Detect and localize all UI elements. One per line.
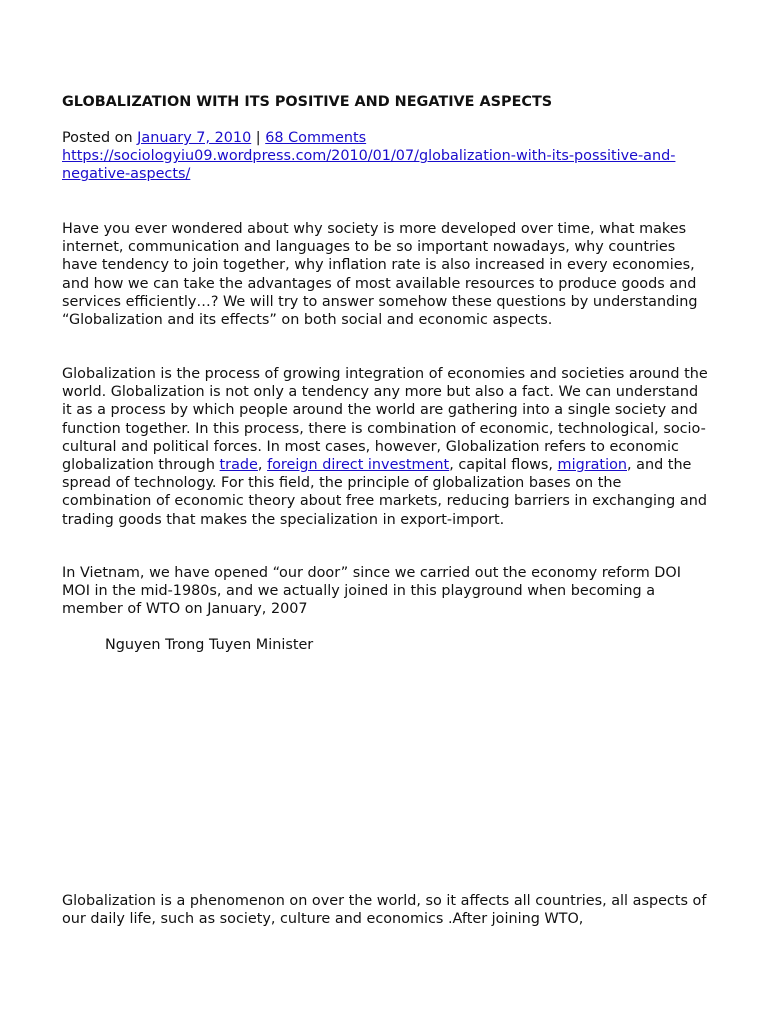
post-date-link[interactable]: January 7, 2010 <box>137 130 252 146</box>
paragraph-definition-sep-1: , <box>257 457 268 474</box>
paragraph-vietnam: In Vietnam, we have opened “our door” since we carried out the economy reform DOI MOI in the mid-1980s, and we actually joined in this playground when becoming a member of WTO on January, 2007 <box>62 565 681 618</box>
post-meta <box>62 129 710 184</box>
paragraph-effects: Globalization is a phenomenon on over the world, so it affects all countries, all aspects of our daily life, such as society, culture and economics .After joining WTO, <box>62 893 707 928</box>
paragraph-definition-text-2: , capital flows, <box>449 457 558 474</box>
post-title: GLOBALIZATION WITH ITS POSITIVE AND NEGATIVE ASPECTS <box>62 94 553 110</box>
comments-link[interactable]: 68 Comments <box>265 130 367 146</box>
migration-link[interactable]: migration <box>557 457 627 474</box>
posted-on-label: Posted on <box>62 130 138 146</box>
paragraph-definition <box>62 365 710 529</box>
paragraph-definition-text-3: , and the spread of technology. For this field, the principle of globalization bases on the combination of economic theory about free markets, reducing barriers in exchanging and trading goods that makes the specialization in export-import. <box>62 457 707 528</box>
paragraph-intro: Have you ever wondered about why society is more developed over time, what makes internet, communication and languages to be so important nowadays, why countries have tendency to join together, why inflation rate is also increased in every economies, and how we can take the advantages of most available resources to produce goods and services efficiently…? We will try to answer somehow these questions by understanding “Globalization and its effects” on both social and economic aspects. <box>62 221 698 329</box>
trade-link[interactable]: trade <box>219 457 258 474</box>
quote-signature: Nguyen Trong Tuyen Minister <box>105 637 314 653</box>
meta-separator: | <box>251 130 266 146</box>
paragraph-definition-text-1: Globalization is the process of growing integration of economies and societies around the world. Globalization is not only a tendency any more but also a fact. We can understand it as a process by which people around the world are gathering into a single society and function together. In this process, there is combination of economic, technological, socio-cultural and political forces. In most cases, however, Globalization refers to economic globalization through <box>62 366 708 474</box>
foreign-direct-investment-link[interactable]: foreign direct investment <box>267 457 450 474</box>
post-url-link[interactable]: https://sociologyiu09.wordpress.com/2010/01/07/globalization-with-its-possitive-and-negative-aspects/ <box>62 148 676 183</box>
